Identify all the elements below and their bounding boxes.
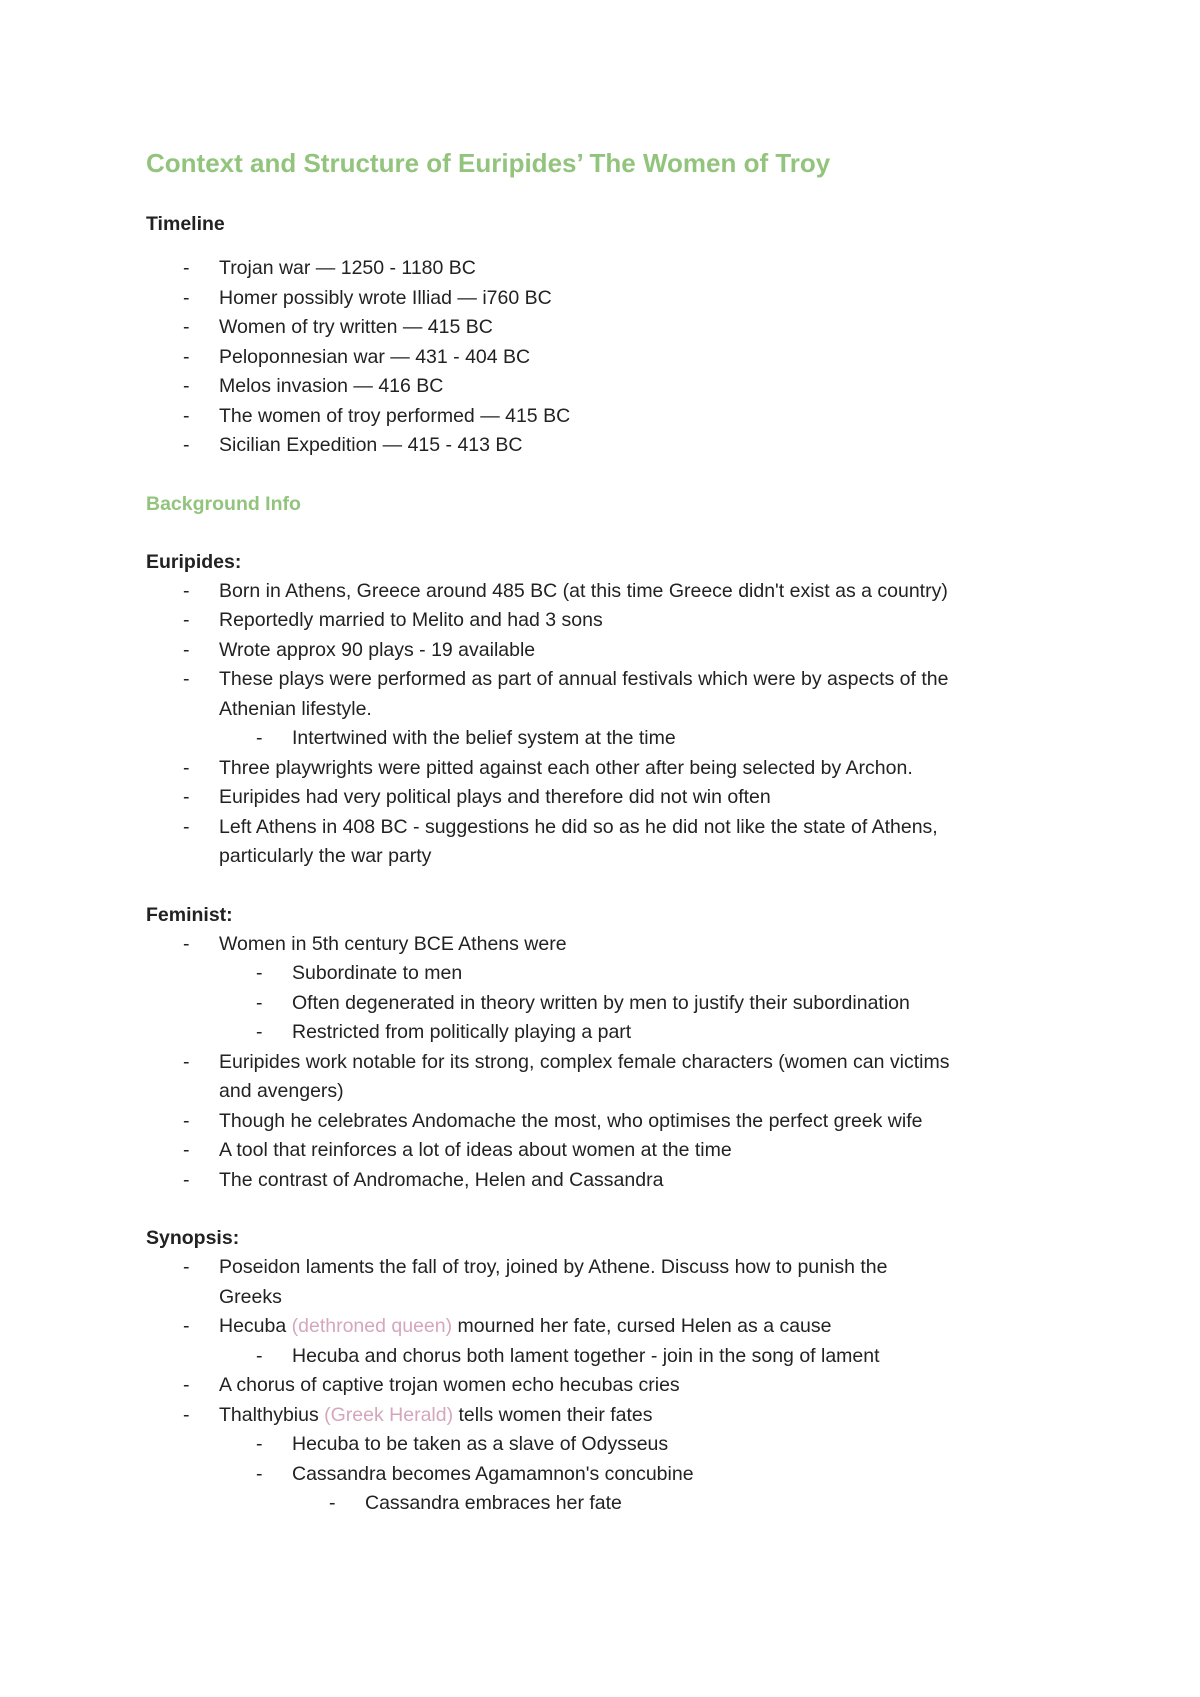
bullet-dash: -: [183, 1050, 190, 1073]
list-item: - A tool that reinforces a lot of ideas about women at the time: [146, 1136, 1066, 1166]
list-item: - Hecuba to be taken as a slave of Odysseus: [146, 1430, 1066, 1460]
list-item: - Restricted from politically playing a part: [146, 1018, 1066, 1048]
bullet-dash: -: [183, 609, 190, 631]
timeline-list: [146, 254, 1066, 461]
list-item: - Sicilian Expedition — 415 - 413 BC: [146, 431, 1066, 461]
list-item: - A chorus of captive trojan women echo hecubas cries: [146, 1371, 1066, 1401]
bullet-dash: -: [256, 1021, 263, 1043]
list-item: - Though he celebrates Andomache the most, who optimises the perfect greek wife: [146, 1107, 1066, 1137]
list-item: - Women of try written — 415 BC: [146, 313, 1066, 343]
bullet-dash: -: [256, 727, 263, 749]
list-item: - Left Athens in 408 BC - suggestions he did so as he did not like the state of Athens,: [146, 813, 1066, 843]
list-item: - Three playwrights were pitted against each other after being selected by Archon.: [146, 754, 1066, 784]
bullet-dash: -: [183, 1139, 190, 1161]
list-item: - Melos invasion — 416 BC: [146, 372, 1066, 402]
bullet-dash: -: [183, 668, 190, 690]
list-item-continuation: particularly the war party: [219, 845, 432, 867]
timeline-heading: Timeline: [146, 213, 225, 235]
bullet-dash: -: [183, 1109, 190, 1132]
bullet-dash: -: [183, 1315, 190, 1337]
list-item-continuation: Greeks: [219, 1285, 282, 1308]
bullet-dash: -: [183, 316, 190, 338]
thalthybius-note: (Greek Herald): [324, 1403, 454, 1426]
list-item: - The women of troy performed — 415 BC: [146, 402, 1066, 432]
bullet-dash: -: [256, 991, 263, 1014]
bullet-dash: -: [183, 932, 190, 955]
list-item: - Hecuba and chorus both lament together - join in the song of lament: [146, 1342, 1066, 1372]
bullet-dash: -: [183, 1168, 190, 1191]
list-item: - Homer possibly wrote Illiad — i760 BC: [146, 284, 1066, 314]
list-item: - Reportedly married to Melito and had 3 sons: [146, 606, 1066, 636]
list-item: - Hecuba (dethroned queen) mourned her fate, cursed Helen as a cause: [146, 1312, 1066, 1342]
bullet-dash: -: [256, 962, 263, 984]
list-item: - The contrast of Andromache, Helen and Cassandra: [146, 1166, 1066, 1196]
bullet-dash: -: [183, 1403, 190, 1426]
list-item: - Trojan war — 1250 - 1180 BC: [146, 254, 1066, 284]
bullet-dash: -: [329, 1492, 336, 1514]
feminist-heading: Feminist:: [146, 903, 233, 926]
euripides-heading: Euripides:: [146, 550, 242, 573]
list-item: - These plays were performed as part of annual festivals which were by aspects of the: [146, 665, 1066, 695]
bullet-dash: -: [183, 579, 190, 602]
bullet-dash: -: [183, 375, 190, 397]
bullet-dash: -: [183, 404, 190, 427]
document-title: Context and Structure of Euripides’ The Women of Troy: [146, 148, 831, 178]
bullet-dash: -: [256, 1433, 263, 1455]
list-item: - Euripides had very political plays and therefore did not win often: [146, 783, 1066, 813]
bullet-dash: -: [183, 815, 190, 838]
bullet-dash: -: [183, 257, 190, 279]
synopsis-heading: Synopsis:: [146, 1227, 240, 1249]
hecuba-note: (dethroned queen): [291, 1315, 453, 1337]
bullet-dash: -: [183, 1374, 190, 1396]
feminist-list: [146, 930, 1066, 1196]
list-item-continuation: and avengers): [219, 1080, 344, 1102]
list-item: - Intertwined with the belief system at the time: [146, 724, 1066, 754]
bullet-dash: -: [183, 1256, 190, 1278]
bullet-dash: -: [183, 286, 190, 309]
bullet-dash: -: [256, 1344, 263, 1367]
list-item: - Women in 5th century BCE Athens were: [146, 930, 1066, 960]
list-item: - Peloponnesian war — 431 - 404 BC: [146, 343, 1066, 373]
bullet-dash: -: [183, 434, 190, 456]
list-item: - Subordinate to men: [146, 959, 1066, 989]
list-item: - Wrote approx 90 plays - 19 available: [146, 636, 1066, 666]
list-item: - Poseidon laments the fall of troy, joined by Athene. Discuss how to punish the: [146, 1253, 1066, 1283]
list-item: - Euripides work notable for its strong, complex female characters (women can victims: [146, 1048, 1066, 1078]
euripides-list: [146, 577, 1066, 872]
synopsis-list: [146, 1253, 1066, 1519]
bullet-dash: -: [183, 345, 190, 368]
list-item: - Born in Athens, Greece around 485 BC (at this time Greece didn't exist as a country): [146, 577, 1066, 607]
background-info-heading: Background Info: [146, 492, 301, 515]
list-item: - Thalthybius (Greek Herald) tells women their fates: [146, 1401, 1066, 1431]
bullet-dash: -: [183, 756, 190, 779]
bullet-dash: -: [256, 1462, 263, 1485]
bullet-dash: -: [183, 638, 190, 661]
bullet-dash: -: [183, 786, 190, 808]
document-page: [146, 146, 1066, 1519]
list-item: - Cassandra becomes Agamamnon's concubine: [146, 1460, 1066, 1490]
list-item: - Cassandra embraces her fate: [146, 1489, 1066, 1519]
list-item: - Often degenerated in theory written by men to justify their subordination: [146, 989, 1066, 1019]
list-item-continuation: Athenian lifestyle.: [219, 697, 372, 720]
